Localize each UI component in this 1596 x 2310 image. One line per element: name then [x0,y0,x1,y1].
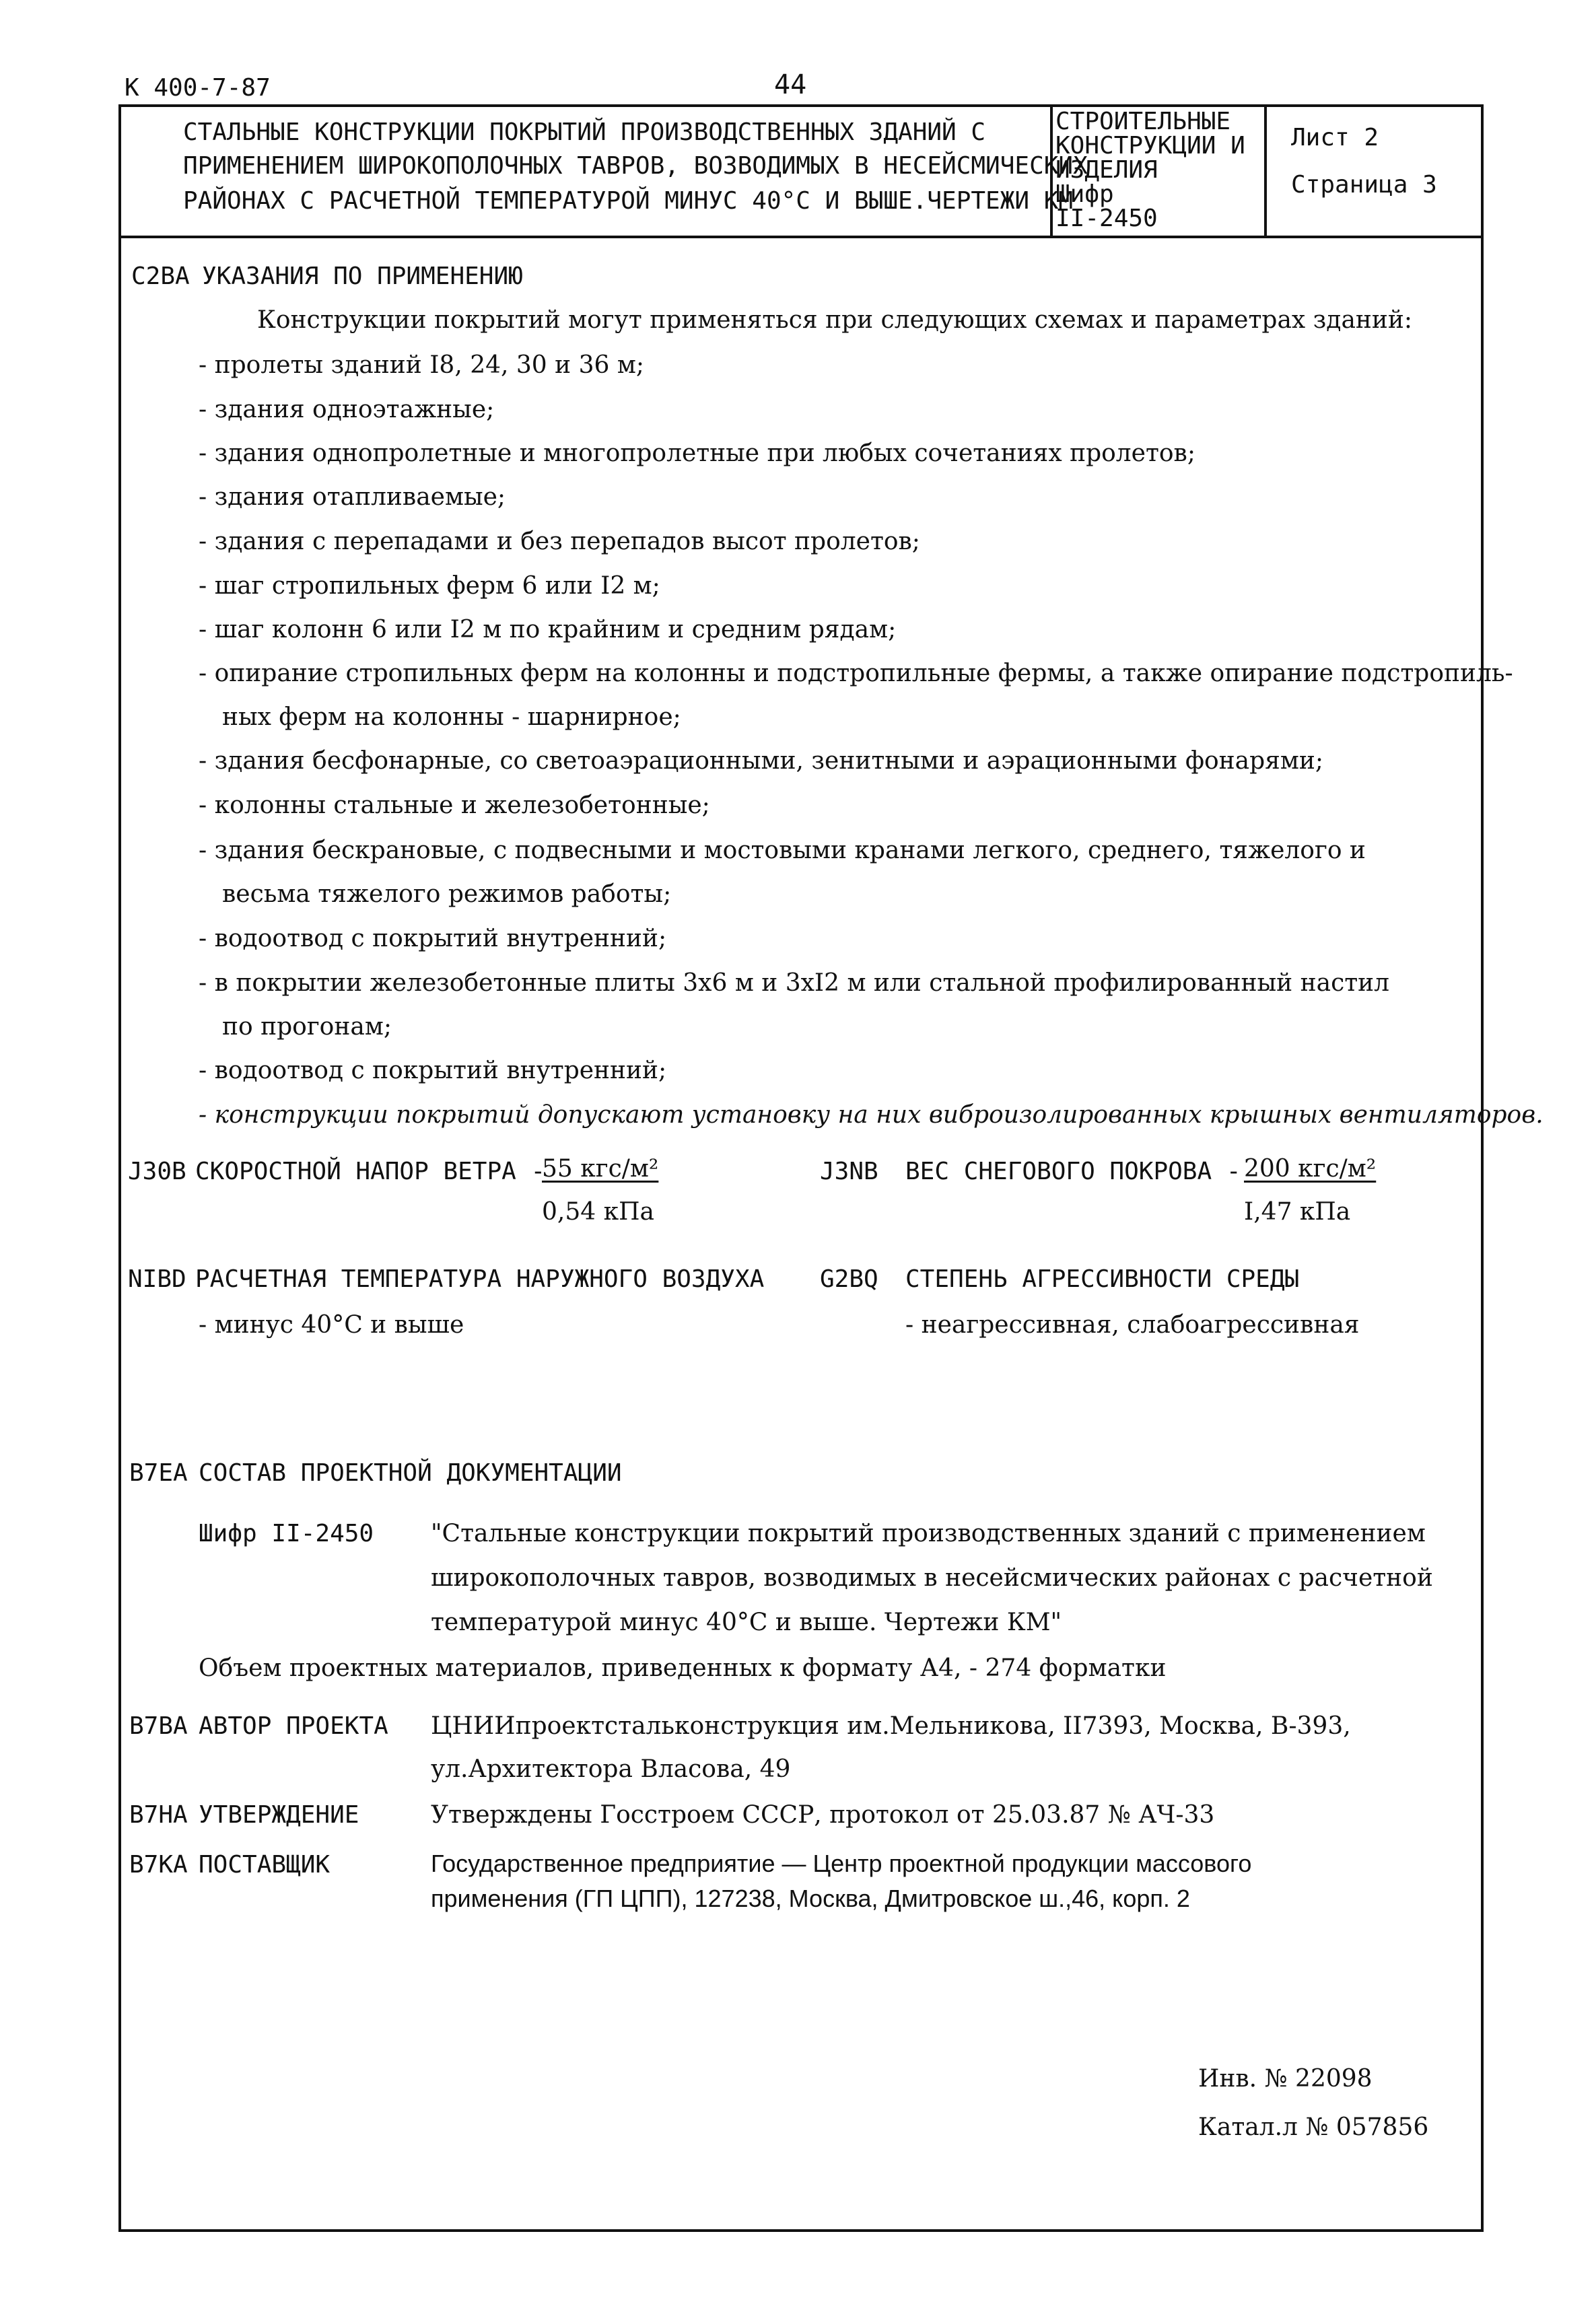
snow-code: J3NB [820,1158,878,1185]
header-divider [118,236,1484,238]
author-label: АВТОР ПРОЕКТА [199,1712,388,1740]
category-line: СТРОИТЕЛЬНЫЕ [1055,108,1231,135]
list-item: - здания однопролетные и многопролетные при любых сочетаниях пролетов; [199,440,1195,467]
usage-heading: УКАЗАНИЯ ПО ПРИМЕНЕНИЮ [202,262,523,290]
docs-cipher: Шифр II-2450 [199,1520,374,1547]
supplier-line: применения (ГП ЦПП), 127238, Москва, Дмитровское ш.,46, корп. 2 [431,1885,1190,1912]
temp-code: NIBD [128,1265,186,1293]
snow-value-kpa: I,47 кПа [1244,1198,1351,1226]
docs-desc-line: температурой минус 40°С и выше. Чертежи КМ" [431,1609,1062,1636]
list-item: - шаг колонн 6 или I2 м по крайним и средним рядам; [199,616,897,643]
title-line: РАЙОНАХ С РАСЧЕТНОЙ ТЕМПЕРАТУРОЙ МИНУС 40°С И ВЫШЕ.ЧЕРТЕЖИ КМ [183,187,1074,215]
wind-value: 55 кгс/м² [542,1155,659,1183]
temp-value: - минус 40°С и выше [199,1311,464,1339]
list-item: - здания отапливаемые; [199,483,506,511]
list-item: - водоотвод с покрытий внутренний; [199,925,667,952]
list-item: - колонны стальные и железобетонные; [199,792,710,819]
supplier-line: Государственное предприятие — Центр проектной продукции массового [431,1850,1252,1877]
title-line: СТАЛЬНЫЕ КОНСТРУКЦИИ ПОКРЫТИЙ ПРОИЗВОДСТВЕННЫХ ЗДАНИЙ С [183,118,986,146]
list-item: ных ферм на колонны - шарнирное; [222,703,681,731]
wind-code: J30B [128,1158,186,1185]
sheet-label: Лист 2 [1291,124,1379,151]
frame-right [1481,104,1484,2231]
docs-desc-line: широкополочных тавров, возводимых в несейсмических районах с расчетной [431,1564,1433,1592]
list-item: - шаг стропильных ферм 6 или I2 м; [199,572,660,600]
docs-heading: СОСТАВ ПРОЕКТНОЙ ДОКУМЕНТАЦИИ [199,1459,622,1487]
wind-value-kpa: 0,54 кПа [542,1198,654,1226]
frame-top [118,104,1484,107]
category-line: Шифр [1055,180,1114,208]
supplier-label: ПОСТАВЩИК [199,1851,331,1879]
frame-left [118,104,121,2231]
docs-code: B7EA [129,1459,188,1487]
list-item: - пролеты зданий I8, 24, 30 и 36 м; [199,351,644,379]
list-item: по прогонам; [222,1013,392,1041]
category-line: ИЗДЕЛИЯ [1055,156,1158,184]
category-line: II-2450 [1055,205,1158,232]
supplier-code: B7KA [129,1851,188,1879]
document-code: К 400-7-87 [125,74,271,102]
author-line: ул.Архитектора Власова, 49 [431,1755,791,1783]
section-code-usage: C2BA [131,262,190,290]
page-number: 44 [774,69,807,100]
category-line: КОНСТРУКЦИИ И [1055,132,1245,160]
approval-code: B7HA [129,1801,188,1829]
list-item: - здания бескрановые, с подвесными и мостовыми кранами легкого, среднего, тяжелого и [199,837,1366,864]
approval-label: УТВЕРЖДЕНИЕ [199,1801,359,1829]
page-label: Страница 3 [1291,171,1437,199]
docs-volume: Объем проектных материалов, приведенных к формату А4, - 274 форматки [199,1654,1167,1682]
title-line: ПРИМЕНЕНИЕМ ШИРОКОПОЛОЧНЫХ ТАВРОВ, ВОЗВОДИМЫХ В НЕСЕЙСМИЧЕСКИХ [183,152,1088,180]
catalog-number: Катал.л № 057856 [1198,2113,1429,2141]
snow-label: ВЕС СНЕГОВОГО ПОКРОВА - [905,1158,1241,1185]
list-item: - здания с перепадами и без перепадов высот пролетов; [199,528,920,555]
snow-value: 200 кгс/м² [1244,1155,1377,1183]
list-item: - в покрытии железобетонные плиты 3х6 м и 3хI2 м или стальной профилированный настил [199,969,1390,997]
list-item: весьма тяжелого режимов работы; [222,880,672,908]
approval-text: Утверждены Госстроем СССР, протокол от 25.03.87 № АЧ-33 [431,1801,1215,1829]
header-col-2 [1264,104,1267,238]
list-item: - здания одноэтажные; [199,396,495,423]
aggr-label: СТЕПЕНЬ АГРЕССИВНОСТИ СРЕДЫ [905,1265,1300,1293]
list-item: - водоотвод с покрытий внутренний; [199,1057,667,1084]
list-item: - конструкции покрытий допускают установку на них виброизолированных крышных вентиляторов. [199,1101,1543,1129]
aggr-code: G2BQ [820,1265,878,1293]
frame-bottom [118,2229,1484,2232]
wind-label: СКОРОСТНОЙ НАПОР ВЕТРА - [195,1158,546,1185]
author-code: B7BA [129,1712,188,1740]
author-line: ЦНИИпроектстальконструкция им.Мельникова, II7393, Москва, В-393, [431,1712,1351,1740]
inventory-number: Инв. № 22098 [1198,2065,1373,2093]
aggr-value: - неагрессивная, слабоагрессивная [905,1311,1360,1339]
docs-desc-line: "Стальные конструкции покрытий производственных зданий с применением [431,1520,1426,1547]
usage-intro: Конструкции покрытий могут применяться при следующих схемах и параметрах зданий: [257,306,1413,334]
list-item: - здания бесфонарные, со светоаэрационными, зенитными и аэрационными фонарями; [199,747,1324,775]
temp-label: РАСЧЕТНАЯ ТЕМПЕРАТУРА НАРУЖНОГО ВОЗДУХА [195,1265,765,1293]
list-item: - опирание стропильных ферм на колонны и подстропильные фермы, а также опирание подстропиль- [199,660,1513,687]
